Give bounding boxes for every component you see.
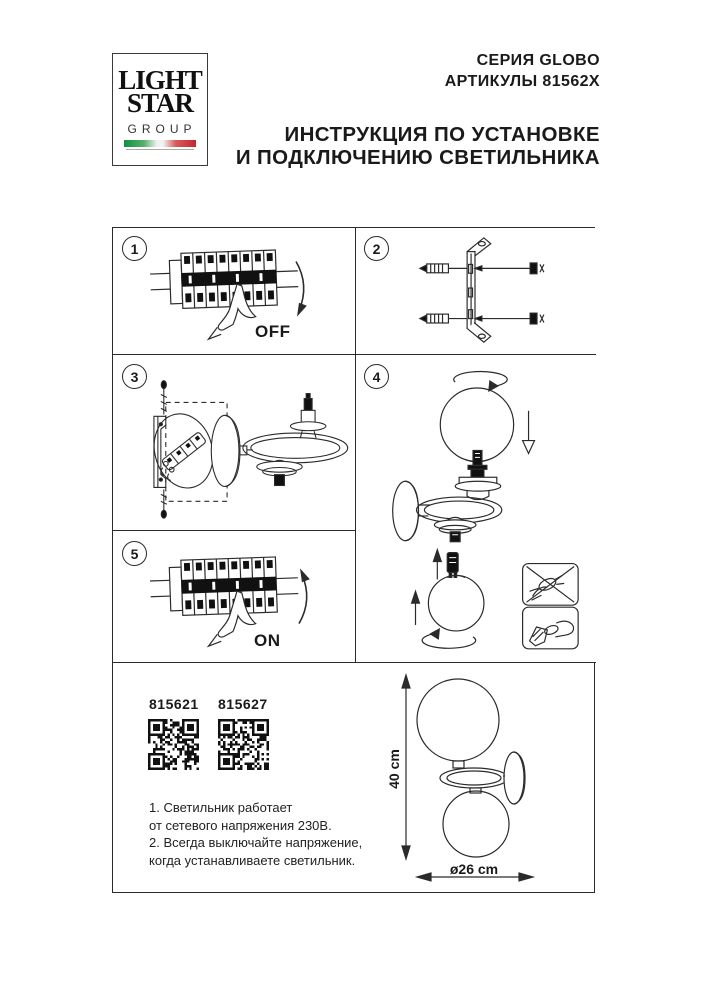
- step-number-badge: 3: [122, 364, 147, 389]
- logo-word-group: GROUP: [127, 122, 197, 136]
- instruction-grid: [112, 227, 595, 893]
- lamp-socket-icon: [290, 394, 326, 438]
- flip-down-arrow-icon: [296, 261, 307, 316]
- qr-code: [218, 719, 269, 770]
- breaker-panel-drawing: [113, 531, 356, 661]
- step-number-badge: 1: [122, 236, 147, 261]
- step-2-panel: [356, 228, 596, 355]
- lamp-shade-icon: [434, 517, 476, 541]
- exploded-mount-drawing: [113, 355, 356, 529]
- on-label: ON: [254, 631, 281, 650]
- page-title-line2: И ПОДКЛЮЧЕНИЮ СВЕТИЛЬНИКА: [235, 146, 600, 169]
- use-cloth-icon: [523, 607, 579, 649]
- breaker-panel-drawing: [113, 228, 356, 353]
- article-number: 815627: [218, 696, 268, 712]
- italian-flag-icon: [124, 140, 196, 149]
- page-title-line1: ИНСТРУКЦИЯ ПО УСТАНОВКЕ: [284, 123, 600, 146]
- note-line: когда устанавливаете светильник.: [149, 852, 356, 868]
- series-title: СЕРИЯ GLOBO: [476, 52, 600, 69]
- lamp-shade-icon: [257, 460, 302, 485]
- step-4-panel: [356, 355, 596, 663]
- step-number-badge: 5: [122, 541, 147, 566]
- logo-word-light: LIGHT: [118, 65, 202, 95]
- note-line: от сетевого напряжения 230В.: [149, 817, 332, 833]
- up-arrow-icon: [433, 550, 441, 580]
- wall-anchor-icon: [420, 314, 467, 323]
- usage-notes: [149, 799, 362, 869]
- up-arrow-icon: [412, 591, 420, 625]
- header: [236, 50, 600, 169]
- product-info-panel: [113, 663, 593, 891]
- screw-icon: [475, 263, 544, 274]
- articles-title: АРТИКУЛЫ 81562X: [444, 73, 600, 90]
- logo-word-star: STAR: [126, 88, 194, 118]
- step-number-badge: 2: [364, 236, 389, 261]
- step-3-panel: [113, 355, 356, 531]
- qr-code: [148, 719, 199, 770]
- note-line: 1. Светильник работает: [149, 800, 293, 815]
- height-dimension-label: 40 cm: [386, 749, 402, 789]
- down-arrow-icon: [523, 411, 535, 454]
- g9-bulb-icon: [447, 553, 458, 578]
- screw-icon: [475, 313, 544, 324]
- step-number-badge: 4: [364, 364, 389, 389]
- article-number: 815621: [149, 696, 199, 712]
- globe-assembly-drawing: [356, 355, 594, 661]
- mounting-bracket-drawing: [356, 228, 594, 353]
- note-line: 2. Всегда выключайте напряжение,: [149, 835, 363, 850]
- off-label: OFF: [255, 322, 291, 341]
- diameter-dimension-label: ø26 cm: [449, 861, 499, 877]
- flip-up-arrow-icon: [299, 568, 310, 623]
- wall-anchor-icon: [420, 264, 467, 273]
- lightstar-logo: [112, 53, 208, 166]
- no-bare-hands-icon: [523, 564, 579, 606]
- step-5-panel: [113, 531, 356, 663]
- rotate-arrow-icon: [422, 629, 476, 648]
- step-1-panel: [113, 228, 356, 355]
- height-dimension-arrows: [402, 675, 410, 859]
